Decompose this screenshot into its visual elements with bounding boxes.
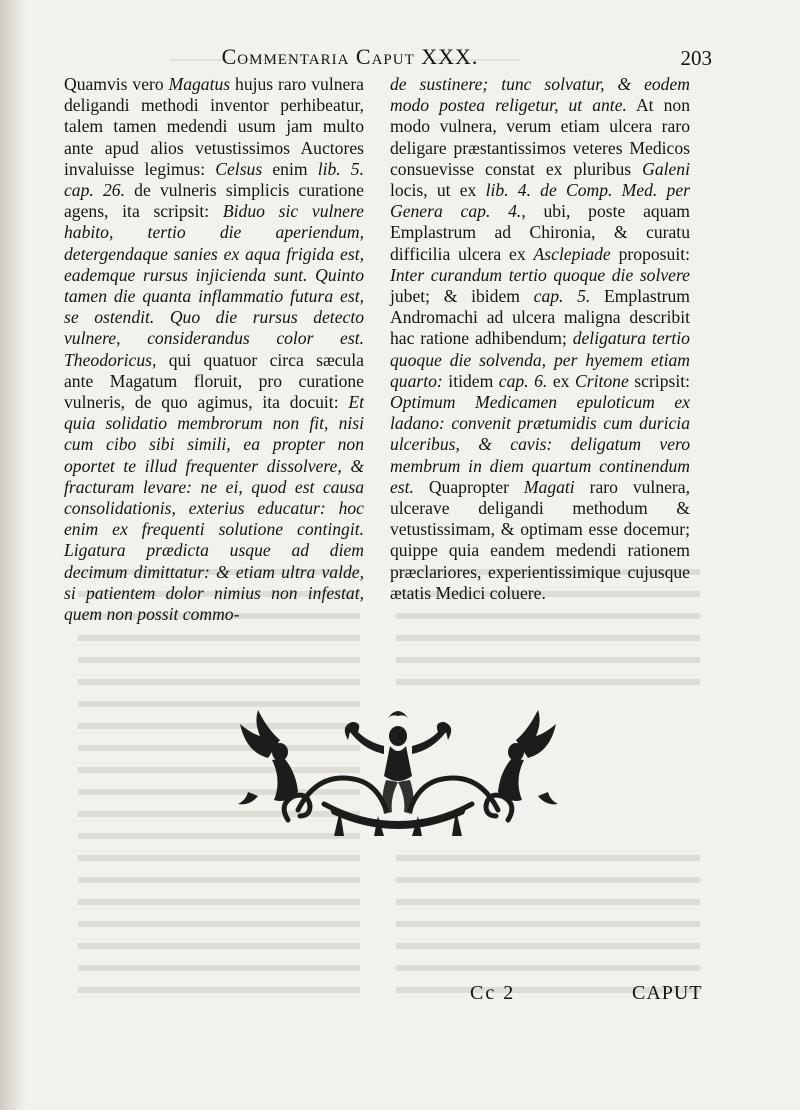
right-column-run: At non modo vulnera, verum etiam ulcera raro deligare præstantissimos veteres Medicos consuevisse constat ex pluribus [390,95,690,179]
right-column-run: locis, ut ex [390,180,486,201]
left-column-run: lib. 5. cap. 26. [64,158,364,201]
catchword: CAPUT [632,982,703,1004]
left-column-run: qui quatuor circa sæcula ante Magatum floruit, pro curatione vulneris, de quo agimus, ita docuit: [64,349,364,413]
signature-mark: Cc 2 [470,982,516,1004]
left-column-run: Biduo sic vulnere habito, tertio die aperiendum, detergendaque sanies ex aqua frigida est, eademque rursus injicienda sunt. Quinto tamen die quanta inflammatio futura est, se ostendit. Quo die rursus detecto vulnere, considerandus color est. [64,201,364,349]
right-column-run: scripsit: [628,370,691,391]
right-column-run: raro vulnera, ulcerave deligandi methodum & vetustissimam, & optimam esse docemur; quippe quia eandem medendi rationem præclariores, experientissimique cujusque ætatis Medici coluere. [390,476,690,603]
left-column-text [64,74,364,625]
left-column-run: de vulneris simplicis curatione agens, ita scripsit: [64,180,364,222]
right-column-run: lib. 4. de Comp. Med. per Genera cap. 4. [390,180,690,222]
decorative-fleuron-icon [228,700,568,840]
page-header [70,44,710,74]
right-column-run: jubet; & ibidem [390,286,534,307]
right-column-run: cap. 6. [498,370,548,391]
gutter-shadow [0,0,26,1110]
right-paragraph [390,74,690,604]
left-paragraph [64,74,364,625]
right-column-run: Optimum Medicamen epuloticum ex ladano: convenit prætumidis cum duricia ulceribus, & cavis: deligatum vero membrum in diem quartum continendum est. [390,392,690,497]
left-column-run: Celsus [215,158,263,179]
left-column-run: hujus raro vulnera deligandi methodi inventor perhibeatur, talem tamen medendi usum jam multo ante apud alios vetustissimos Auctores invaluisse legimus: [64,74,364,179]
left-column-run: enim [262,158,318,179]
right-column-run: Emplastrum Andromachi ad ulcera maligna describit hac ratione adhibendum; [390,286,690,349]
right-column-run: Critone [575,370,629,391]
right-column-run: itidem [442,370,499,391]
page-number: 203 [680,46,712,70]
right-column-run: cap. 5. [533,286,591,307]
left-column-run: Quamvis vero [64,74,169,94]
page-footer [0,982,800,1012]
right-column-run: Magati [523,476,575,497]
right-column-text [390,74,690,604]
right-column-run: Asclepiade [533,243,611,264]
right-column-run: , ubi, poste aquam Emplastrum ad Chironia, & curatu difficilia ulcera ex [390,201,690,264]
right-column-run: ex [547,370,575,391]
right-column-run: proposuit: [610,243,690,264]
right-column-run: Inter curandum tertio quoque die solvere [390,264,690,285]
left-column-run: Et quia solidatio membrorum non fit, nisi cum cibo sibi simili, ea propter non oportet te illud frequenter dissolvere, & fracturam levare: ne ei, quod est causa consolidationis, exterius educatur: hoc enim ex frequenti solutione contingit. Ligatura prædicta usque ad diem decimum dimittatur: & etiam ultra valde, si patientem dolor nimius non infestat, quem non possit commo- [64,392,364,625]
left-column-run: Magatus [168,74,231,94]
right-column-run: deligatura tertio quoque die solvenda, per hyemem etiam quarto: [390,328,690,391]
right-column-run: Galeni [642,158,690,179]
right-column-run: Quapropter [413,476,524,497]
running-head: Commentaria Caput XXX. [221,44,479,69]
left-column-run: Theodoricus, [64,349,157,370]
right-column-run: de sustinere; tunc solvatur, & eodem modo postea religetur, ut ante. [390,74,690,116]
